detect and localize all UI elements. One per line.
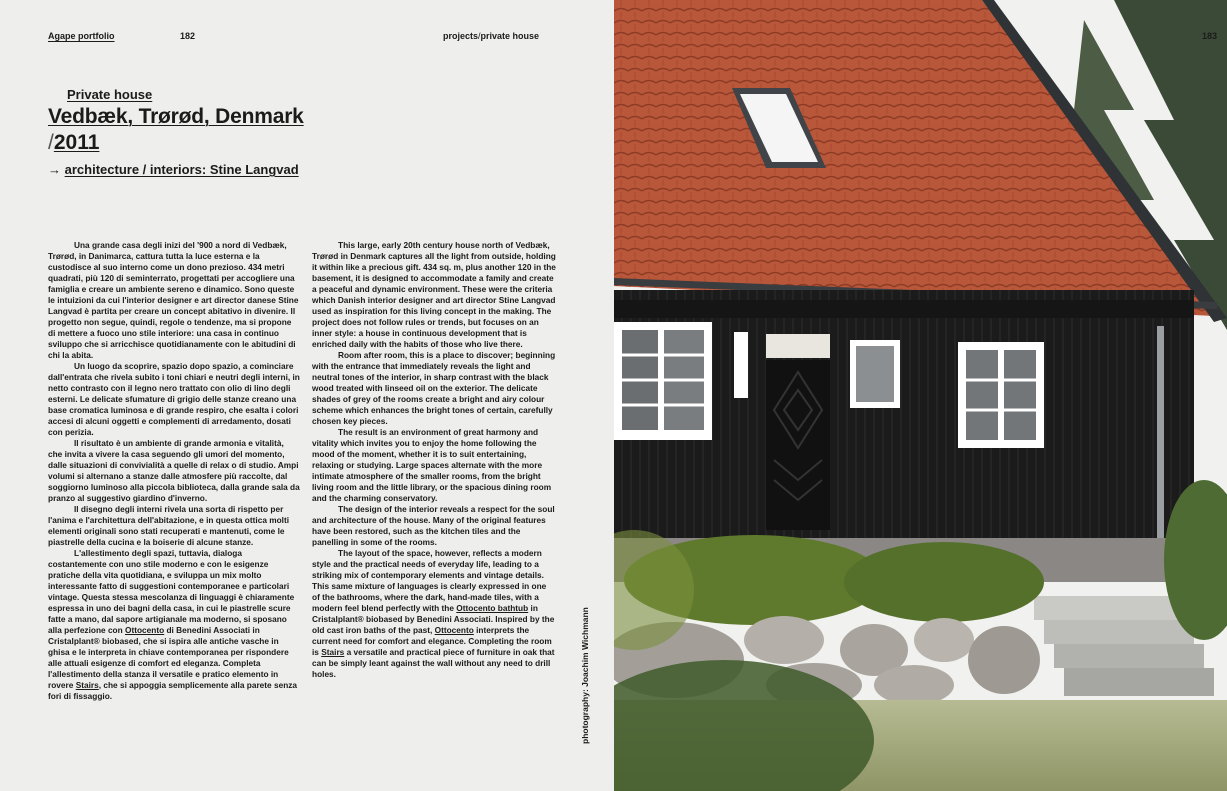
italian-paragraph: Il disegno degli interni rivela una sorta di rispetto per l'anima e l'architettura dell'abitazione, e in questa ottica molti elementi originali sono stati recuperati e mantenuti, come le piastrelle della cucina e la boiserie di alcune stanze. [48, 504, 290, 547]
english-text-column [312, 240, 556, 680]
english-paragraph: This large, early 20th century house north of Vedbæk, Trørød in Denmark captures all the light from outside, holding it within like a precious gift. 434 sq. m, plus another 120 in the basement, it is designed to accommodate a family and create a peaceful and dynamic environment. These were the criteria which Danish interior designer and art director Stine Langvad used as inspiration for this living concept in the making. The project does not follow rules or trends, but focuses on an inner style: a house in continuous development that is enriched daily with the habits of those who live there. [312, 240, 556, 349]
italian-text-column [48, 240, 300, 702]
text-run: L'allestimento degli spazi, tuttavia, dialoga costantemente con uno stile moderno e con le esigenze pratiche della vita quotidiana, e sviluppa un mix molto interessante fatto di suggestioni contemporanee e particolari vintage. Questa stessa mescolanza di linguaggi è chiaramente espressa in uno dei bagni della casa, in cui le piastrelle scure fatte a mano, dal sapore artigianale ma moderno, si sposano alla perfezione con [48, 548, 295, 635]
project-subtitle: Private house [67, 87, 153, 102]
project-title: Vedbæk, Trørød, Denmark [48, 105, 304, 128]
ottocento-link[interactable]: Ottocento [434, 625, 474, 635]
project-year: 2011 [53, 131, 100, 154]
arrow-icon: → [48, 162, 61, 177]
text-run: The layout of the space, however, reflects a modern style and the practical needs of everyday life, leading to a striking mix of contemporary elements and vintage details. This same mixture of languages is clearly expressed in one of the bathrooms, where the dark, hand-made tiles, with a modern feel blend perfectly with the [312, 548, 547, 613]
english-paragraph: The design of the interior reveals a respect for the soul and architecture of the house. Many of the original features have been restored, such as the kitchen tiles and the panelling in some of the rooms. [312, 504, 555, 547]
text-run: di Benedini Associati in Cristalplant® biobased, che si ispira alle antiche vasche in ghisa e le interpreta in chiave contemporanea per rispondere alle attuali esigenze di comfort ed eleganza. Completa l'allestimento della stanza il versatile e pratico elemento in rovere [48, 625, 289, 690]
english-paragraph: The result is an environment of great harmony and vitality which invites you to enjoy the home following the mood of the moment, whether it is to suit entertaining, relaxing or studying. Large spaces alternate with the more intimate atmosphere of the smaller rooms, from the bright living room and the little library, or the spacious dining room and the charming conservatory. [312, 427, 552, 503]
portfolio-label: Agape portfolio [48, 31, 115, 41]
project-year-line [48, 130, 99, 156]
section-separator: / [478, 31, 481, 41]
right-page-photo [614, 0, 1227, 791]
window-middle [850, 340, 900, 408]
photo-credit: photography: Joachim Wichmann [580, 607, 590, 744]
italian-paragraph: Il risultato è un ambiente di grande armonia e vitalità, che invita a vivere la casa seguendo gli umori del momento, dalle situazioni di convivialità a quelle di relax o di studio. Ampi volumi si alternano a stanze dalle atmosfere più raccolte, dal soggiorno luminoso alla piccola biblioteca, dalla grande sala da pranzo al suggestivo giardino d'inverno. [48, 438, 300, 503]
year-slash: / [48, 131, 54, 154]
section-sub-label: private house [480, 31, 540, 41]
window-right [958, 342, 1044, 448]
section-label: projects [443, 31, 479, 41]
italian-paragraph [48, 548, 300, 702]
architect-credit: architecture / interiors: Stine Langvad [64, 162, 299, 177]
italian-paragraph: Un luogo da scoprire, spazio dopo spazio, a cominciare dall'entrata che rivela subito i toni chiari e neutri degli interni, in netto contrasto con il legno nero trattato con olio di lino degli esterni. Le delicate sfumature di grigio delle stanze creano una base cromatica luminosa e di grande respiro, che esalta i colori accesi di alcuni oggetti e complementi di arredamento, dosati con perizia. [48, 361, 300, 437]
text-run: interprets the current need for comfort and elegance. Completing the room is [312, 625, 552, 657]
ottocento-bathtub-link[interactable]: Ottocento bathtub [456, 603, 529, 613]
english-paragraph: Room after room, this is a place to discover; beginning with the entrance that immediately reveals the light and neutral tones of the interior, in sharp contrast with the black wood treated with linseed oil on the exterior. The delicate shades of grey of the rooms create a bright and airy colour scheme which enhances the bright tones of certain, carefully chosen key pieces. [312, 350, 556, 426]
text-run: in Cristalplant® biobased by Benedini Associati. Inspired by the old cast iron baths of the past, [312, 603, 555, 635]
ottocento-link[interactable]: Ottocento [125, 625, 165, 635]
text-run: , che si appoggia semplicemente alla parete senza fori di fissaggio. [48, 680, 298, 701]
house-photo [614, 0, 1227, 791]
page-number-left: 182 [180, 31, 196, 41]
page-number-right: 183 [1201, 31, 1217, 41]
stairs-link[interactable]: Stairs [75, 680, 99, 690]
window-left [614, 322, 712, 440]
credit-line [48, 162, 299, 177]
italian-paragraph: Una grande casa degli inizi del '900 a nord di Vedbæk, Trørød, in Danimarca, cattura tutta la luce esterna e la custodisce al suo interno come un dono prezioso. 434 metri quadrati, più 120 di seminterrato, progettati per accogliere una famiglia e creare un ambiente sereno e dinamico. Sono queste le intuizioni da cui l'interior designer e art director danese Stine Langvad è partita per creare un concept abitativo in divenire. Il progetto non segue, quindi, regole o tendenze, ma si propone di mettere a fuoco uno stile interiore: una casa in continuo sviluppo che si arricchisce quotidianamente con le abitudini di chi la abita. [48, 240, 299, 360]
side-window [734, 332, 748, 398]
stairs-link[interactable]: Stairs [321, 647, 345, 657]
english-paragraph [312, 548, 556, 680]
section-breadcrumb [443, 31, 539, 41]
text-run: a versatile and practical piece of furniture in oak that can be simply leant against the wall without any need to drill holes. [312, 647, 555, 679]
front-door [766, 334, 830, 530]
